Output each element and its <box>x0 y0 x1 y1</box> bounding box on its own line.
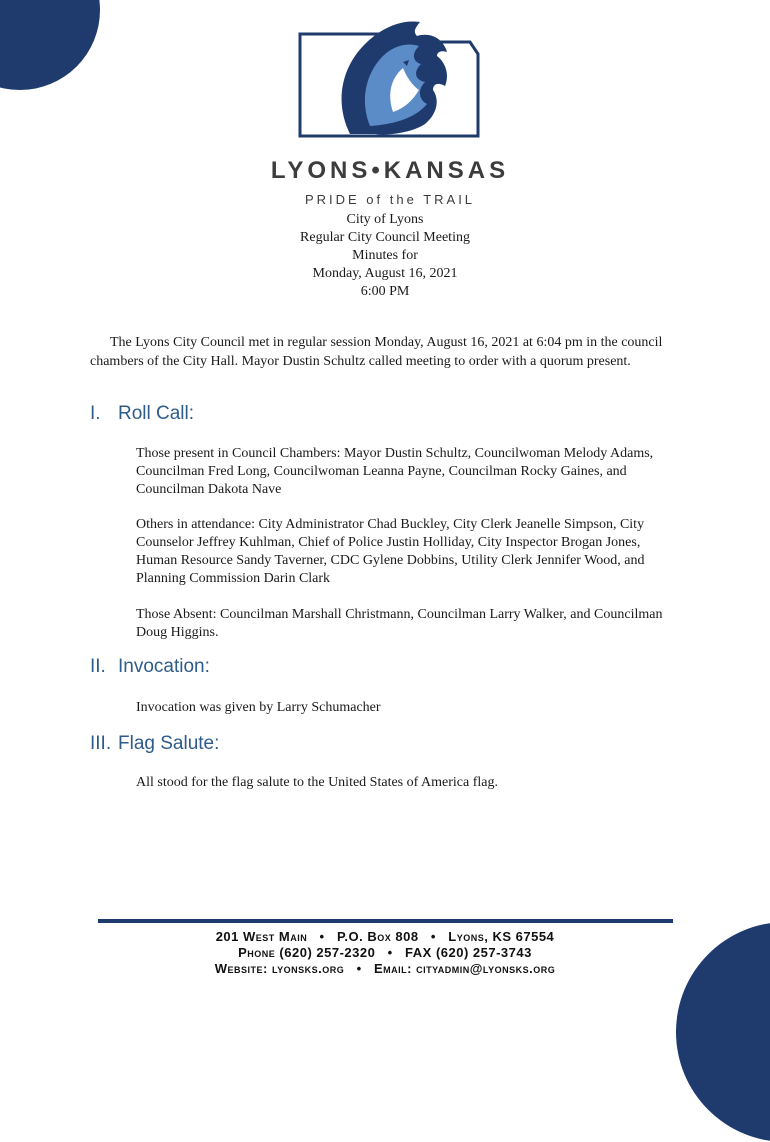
roll-call-others: Others in attendance: City Administrator Chad Buckley, City Clerk Jeanelle Simpson, City Counselor Jeffrey Kuhlman, Chief of Police Justin Holliday, City Inspector Brogan Jones, Human Resource Sandy Taverner, CDC Gylene Dobbins, Utility Clerk Jennifer Wood, and Planning Commission Darin Clark <box>136 517 645 586</box>
header-meeting-type: Regular City Council Meeting <box>300 230 470 245</box>
lion-kansas-logo-icon <box>295 14 485 144</box>
flag-salute-text: All stood for the flag salute to the United States of America flag. <box>136 775 498 790</box>
roll-call-present: Those present in Council Chambers: Mayor Dustin Schultz, Councilwoman Melody Adams, Councilman Fred Long, Councilwoman Leanna Payne, Councilman Rocky Gaines, and Councilman Dakota Nave <box>136 446 654 497</box>
invocation-text: Invocation was given by Larry Schumacher <box>136 700 381 715</box>
section-heading-flag-salute <box>90 733 219 755</box>
footer-divider <box>98 919 673 923</box>
header-minutes-for: Minutes for <box>352 248 418 263</box>
section-title: Roll Call: <box>118 403 195 424</box>
footer-phone: Phone (620) 257-2320 • FAX (620) 257-3743 <box>238 945 532 960</box>
header-time: 6:00 PM <box>360 284 410 299</box>
section-heading-invocation <box>90 656 210 678</box>
roll-call-absent: Those Absent: Councilman Marshall Christmann, Councilman Larry Walker, and Councilman Doug Higgins. <box>136 607 663 640</box>
intro-paragraph: The Lyons City Council met in regular session Monday, August 16, 2021 at 6:04 pm in the council chambers of the City Hall. Mayor Dustin Schultz called meeting to order with a quorum present. <box>90 335 663 369</box>
section-heading-roll-call <box>90 403 194 425</box>
section-number: I. <box>90 403 101 424</box>
section-title: Flag Salute: <box>118 733 220 754</box>
city-logo <box>245 14 535 207</box>
corner-decoration-top-left <box>0 0 100 90</box>
brand-tagline: PRIDE of the TRAIL <box>304 192 476 207</box>
brand-name: LYONS•KANSAS <box>270 157 510 184</box>
meeting-header <box>0 211 770 301</box>
footer-contact: Website: lyonsks.org • Email: cityadmin@lyonsks.org <box>214 961 556 976</box>
header-city: City of Lyons <box>346 212 424 227</box>
footer-address: 201 West Main • P.O. Box 808 • Lyons, KS 67554 <box>215 929 555 944</box>
section-number: II. <box>90 656 106 677</box>
header-date: Monday, August 16, 2021 <box>312 266 458 281</box>
section-title: Invocation: <box>118 656 210 677</box>
section-number: III. <box>90 733 112 754</box>
